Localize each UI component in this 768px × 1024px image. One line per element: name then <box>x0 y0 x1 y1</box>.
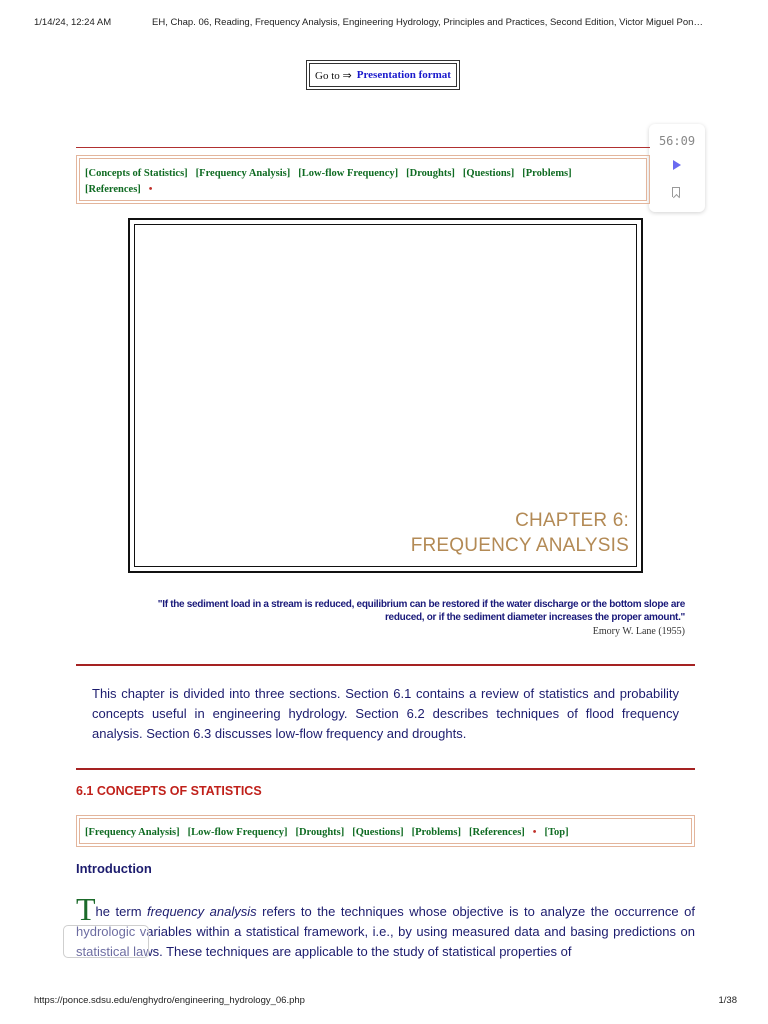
print-page-title: EH, Chap. 06, Reading, Frequency Analysis, Engineering Hydrology, Principles and Practices, Second Edition, Victor Miguel Pon… <box>152 17 703 28</box>
chapter-title: FREQUENCY ANALYSIS <box>410 535 629 556</box>
timer-display: 56:09 <box>658 134 696 148</box>
divider-2 <box>76 768 695 770</box>
chapter-number: CHAPTER 6: <box>515 510 629 531</box>
reading-timer-widget <box>649 124 705 212</box>
introduction-heading: Introduction <box>76 861 152 876</box>
drop-cap: T <box>76 891 96 927</box>
nav-link[interactable]: [Problems] <box>411 827 461 838</box>
section-nav-box <box>76 815 695 847</box>
nav-link[interactable]: [Questions] <box>462 168 515 179</box>
top-divider <box>76 147 650 148</box>
section-heading: 6.1 CONCEPTS OF STATISTICS <box>76 784 262 798</box>
nav-link[interactable]: [References] <box>469 827 525 838</box>
nav-bullet: • <box>532 827 537 838</box>
nav-link[interactable]: [Low-flow Frequency] <box>298 168 399 179</box>
epigraph-quote: "If the sediment load in a stream is reduced, equilibrium can be restored if the water discharge or the bottom slope are reduced, or if the sediment diameter increases the proper amount." <box>157 599 685 623</box>
goto-label: Go to ⇒ <box>315 69 352 82</box>
nav-link[interactable]: [Low-flow Frequency] <box>187 827 288 838</box>
chapter-nav-links <box>85 166 641 198</box>
nav-link[interactable]: [Problems] <box>522 168 572 179</box>
divider-1 <box>76 664 695 666</box>
nav-link[interactable]: [Frequency Analysis] <box>85 827 180 838</box>
nav-link[interactable]: [Droughts] <box>406 168 455 179</box>
print-datetime: 1/14/24, 12:24 AM <box>34 17 112 28</box>
print-footer-page: 1/38 <box>718 995 737 1006</box>
nav-bullet: • <box>148 184 153 195</box>
nav-link[interactable]: [Frequency Analysis] <box>195 168 291 179</box>
introduction-paragraph: The term frequency analysis refers to the techniques whose objective is to analyze the occurrence of hydrologic variables within a statistical framework, i.e., by using measured data and basing predictions on statistical laws. These techniques are applicable to the study of statistical properties of <box>76 891 695 959</box>
presentation-format-link[interactable]: Presentation format <box>356 69 451 81</box>
nav-link[interactable]: [Questions] <box>352 827 404 838</box>
nav-link[interactable]: [Droughts] <box>295 827 345 838</box>
section-nav-links <box>85 825 686 841</box>
goto-box <box>306 60 460 90</box>
chapter-intro-paragraph: This chapter is divided into three sections. Section 6.1 contains a review of statistics and probability concepts useful in engineering hydrology. Section 6.2 describes techniques of flood frequency analysis. Section 6.3 discusses low-flow frequency and droughts. <box>92 686 679 741</box>
play-icon[interactable] <box>673 160 681 170</box>
floating-overlay-button[interactable] <box>63 925 149 958</box>
bookmark-icon[interactable] <box>672 187 680 197</box>
nav-link-top[interactable]: [Top] <box>544 827 569 838</box>
chapter-title-box <box>128 218 643 573</box>
nav-link[interactable]: [References] <box>85 184 141 195</box>
print-footer-url: https://ponce.sdsu.edu/enghydro/engineering_hydrology_06.php <box>34 995 305 1006</box>
epigraph-attribution: Emory W. Lane (1955) <box>592 626 685 637</box>
chapter-nav-box <box>76 155 650 204</box>
nav-link[interactable]: [Concepts of Statistics] <box>85 168 188 179</box>
